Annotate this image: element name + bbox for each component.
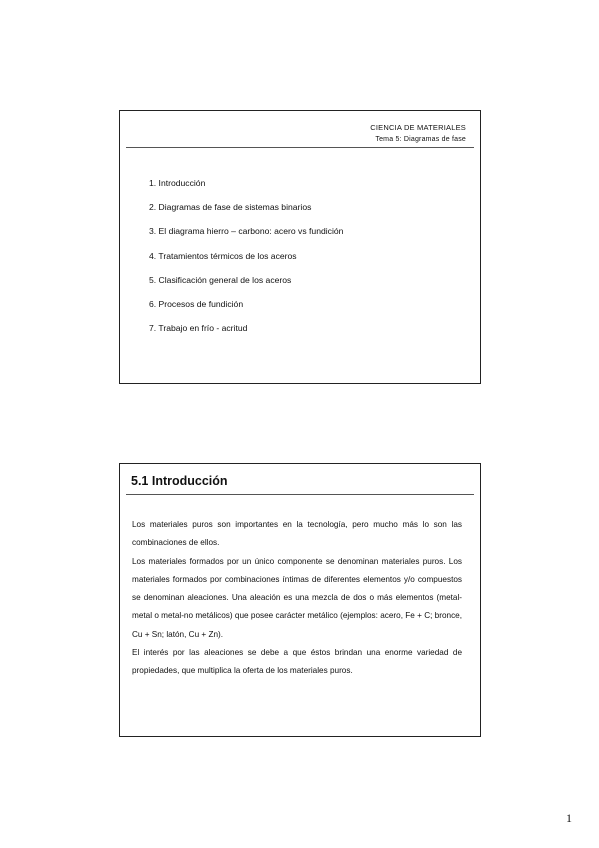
- toc-item: 1. Introducción: [149, 178, 206, 188]
- table-of-contents: [149, 178, 343, 347]
- toc-item: 3. El diagrama hierro – carbono: acero vs fundición: [149, 226, 344, 237]
- slide-body: [132, 516, 462, 681]
- paragraph: Los materiales puros son importantes en la tecnología, pero mucho más lo son las combinaciones de ellos.: [132, 520, 462, 548]
- toc-item: 7. Trabajo en frío - acritud: [149, 323, 248, 334]
- paragraph: Los materiales formados por un único componente se denominan materiales puros. Los materiales formados por combinaciones íntimas de diferentes elementos y/o compuestos se denominan aleaciones. Una aleación es una mezcla de dos o más elementos (metal-metal o metal-no metálicos) que posee carácter metálico (ejemplos: acero, Fe + C; bronce, Cu + Sn; latón, Cu + Zn).: [132, 556, 462, 639]
- toc-item: 6. Procesos de fundición: [149, 298, 244, 309]
- page-number: 1: [566, 811, 572, 825]
- slide-contents: [119, 110, 481, 384]
- slide-title: 5.1 Introducción: [131, 474, 228, 488]
- paragraph: El interés por las aleaciones se debe a que éstos brindan una enorme variedad de propiedades, que multiplica la oferta de los materiales puros.: [132, 648, 462, 676]
- title-divider: [126, 494, 474, 495]
- toc-item: 5. Clasificación general de los aceros: [149, 274, 292, 285]
- header-divider: [126, 147, 474, 148]
- slide-introduction: [119, 463, 481, 737]
- topic-title: Tema 5: Diagramas de fase: [375, 136, 466, 143]
- toc-item: 2. Diagramas de fase de sistemas binarios: [149, 202, 312, 213]
- toc-item: 4. Tratamientos térmicos de los aceros: [149, 250, 297, 261]
- course-title: CIENCIA DE MATERIALES: [370, 123, 466, 132]
